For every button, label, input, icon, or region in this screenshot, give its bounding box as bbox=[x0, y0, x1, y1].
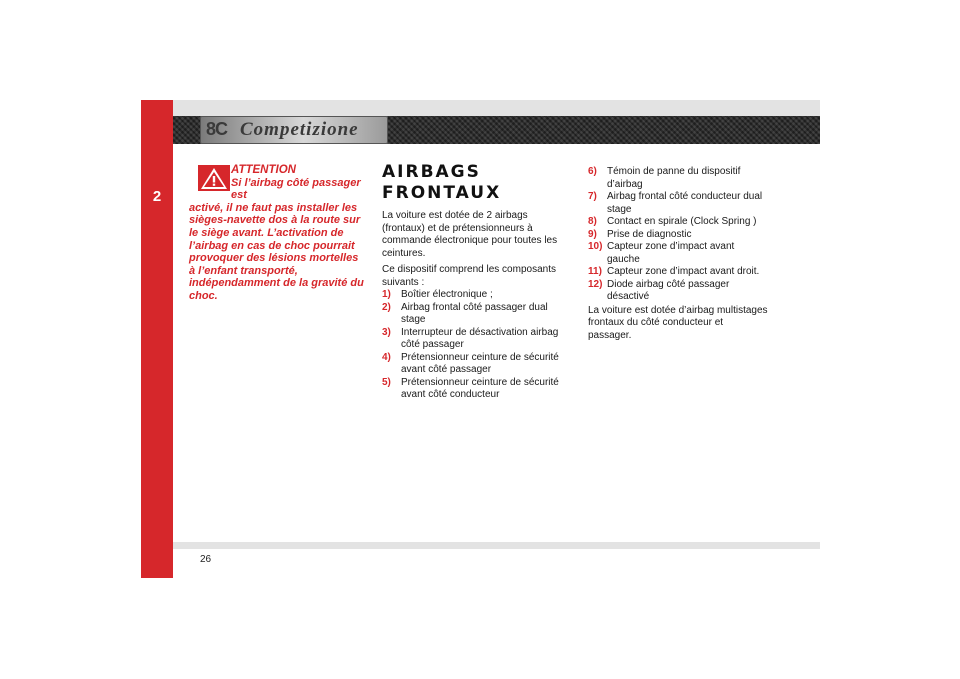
component-number: 1) bbox=[382, 289, 391, 300]
component-number: 6) bbox=[588, 166, 597, 177]
components-list-a bbox=[382, 289, 568, 402]
component-number: 2) bbox=[382, 301, 391, 313]
component-text: Contact en spirale (Clock Spring ) bbox=[607, 216, 757, 227]
warning-box bbox=[189, 164, 367, 303]
logo-8c-text: 8C bbox=[206, 119, 228, 139]
chapter-number: 2 bbox=[152, 188, 162, 205]
warning-body: activé, il ne faut pas installer les sièges-navette dos à la route sur le siège avant. L’activation de l’airbag en cas de choc pourrait provoquer des lésions mortelles à l’enfant transporté, indépendamment de la gravité du choc. bbox=[189, 201, 364, 302]
header-band bbox=[173, 100, 820, 116]
components-list-b bbox=[588, 166, 768, 304]
component-number: 11) bbox=[588, 266, 602, 277]
component-number: 7) bbox=[588, 191, 597, 202]
component-item bbox=[588, 191, 768, 216]
component-item bbox=[588, 166, 768, 191]
component-text: Interrupteur de désactivation airbag côté passager bbox=[401, 326, 559, 350]
component-text: Capteur zone d’impact avant gauche bbox=[607, 241, 735, 265]
intro-paragraph: La voiture est dotée de 2 airbags (frontaux) et de prétensionneurs à commande électronique pour toutes les ceintures. bbox=[382, 210, 558, 259]
component-text: Prétensionneur ceinture de sécurité avant côté passager bbox=[401, 351, 559, 375]
component-item bbox=[382, 377, 568, 402]
component-number: 8) bbox=[588, 216, 597, 227]
component-item bbox=[588, 229, 768, 242]
closing-paragraph: La voiture est dotée d’airbag multistages frontaux du côté conducteur et passager. bbox=[588, 304, 768, 341]
footer-band bbox=[173, 542, 820, 549]
component-text: Prétensionneur ceinture de sécurité avant côté conducteur bbox=[401, 376, 559, 400]
warning-title: ATTENTION bbox=[231, 164, 296, 176]
component-item bbox=[588, 279, 768, 304]
column-right bbox=[588, 166, 768, 346]
section-title: AIRBAGS FRONTAUX bbox=[382, 162, 502, 203]
component-text: Airbag frontal côté passager dual stage bbox=[401, 301, 548, 325]
component-number: 9) bbox=[588, 228, 597, 240]
component-item bbox=[588, 216, 768, 229]
component-number: 12) bbox=[588, 278, 603, 290]
page-number: 26 bbox=[200, 554, 212, 565]
components-intro: Ce dispositif comprend les composants suivants : bbox=[382, 264, 556, 288]
component-item bbox=[588, 266, 768, 279]
component-item bbox=[382, 302, 568, 327]
component-text: Boîtier électronique ; bbox=[401, 289, 493, 300]
component-number: 3) bbox=[382, 326, 391, 338]
component-number: 5) bbox=[382, 376, 391, 388]
chapter-sidebar bbox=[141, 100, 173, 578]
component-item bbox=[588, 241, 768, 266]
component-text: Airbag frontal côté conducteur dual stage bbox=[607, 191, 763, 215]
warning-first-line: Si l’airbag côté passager est bbox=[231, 176, 361, 202]
component-number: 4) bbox=[382, 351, 391, 363]
logo-script-text: Competizione bbox=[240, 119, 359, 140]
component-text: Diode airbag côté passager désactivé bbox=[607, 278, 730, 302]
component-text: Capteur zone d’impact avant droit. bbox=[607, 266, 760, 277]
component-text: Prise de diagnostic bbox=[607, 228, 692, 240]
component-text: Témoin de panne du dispositif d’airbag bbox=[607, 166, 741, 190]
component-item bbox=[382, 352, 568, 377]
component-item bbox=[382, 289, 568, 302]
component-number: 10) bbox=[588, 241, 603, 252]
column-middle bbox=[382, 210, 568, 402]
component-item bbox=[382, 327, 568, 352]
